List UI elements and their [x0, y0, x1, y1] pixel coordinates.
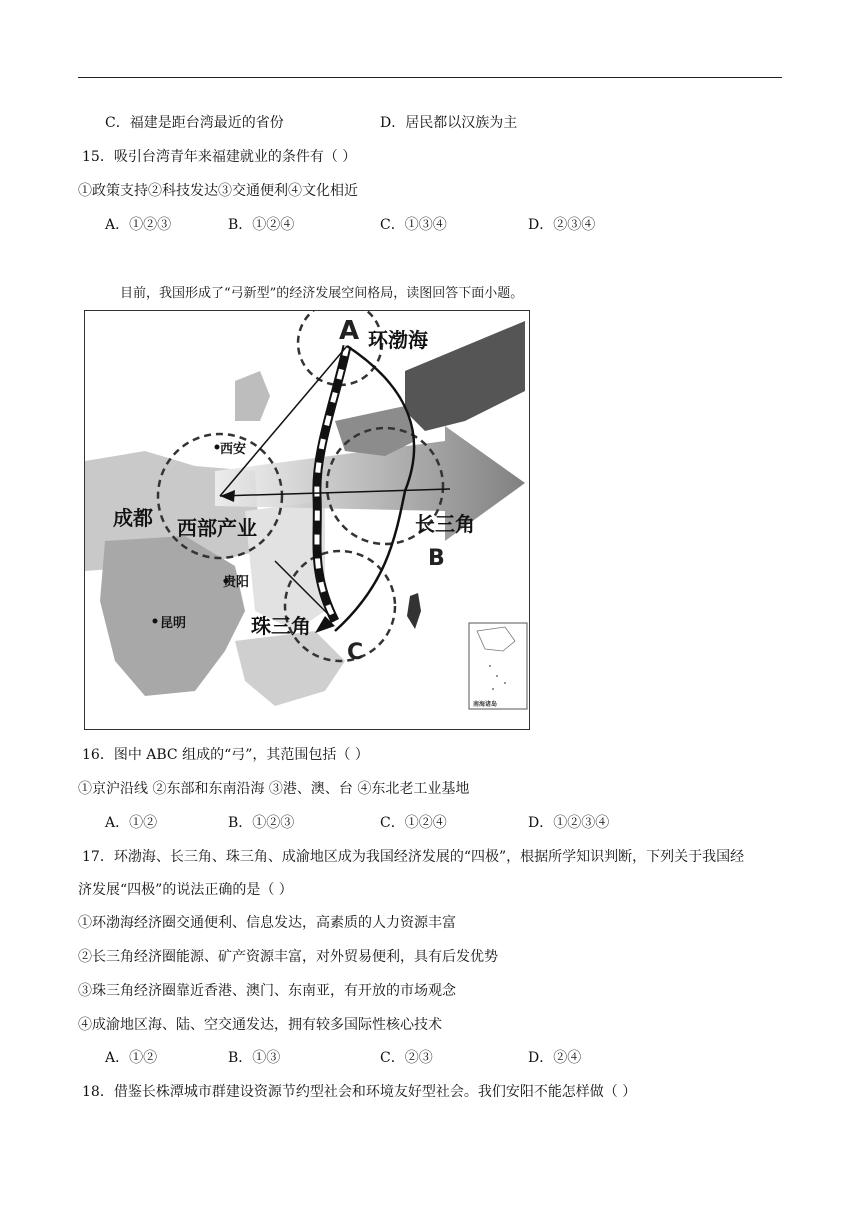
label-bohai: 环渤海: [368, 328, 428, 352]
label-inset: 南海诸岛: [473, 701, 498, 708]
q15-option-a: A．①②③: [105, 217, 172, 233]
q17-option-d: D．②④: [528, 1050, 582, 1066]
q15-stem: 15．吸引台湾青年来福建就业的条件有（ ）: [82, 149, 357, 165]
q16-option-a: A．①②: [105, 815, 158, 831]
q15-items: ①政策支持②科技发达③交通便利④文化相近: [78, 183, 358, 199]
q16-items: ①京沪沿线 ②东部和东南沿海 ③港、澳、台 ④东北老工业基地: [78, 781, 470, 797]
label-xian: 西安: [220, 442, 247, 457]
label-west-industry: 西部产业: [177, 516, 257, 540]
q17-statement-1: ①环渤海经济圈交通便利、信息发达，高素质的人力资源丰富: [78, 915, 456, 931]
q17-stem-line2: 济发展“四极”的说法正确的是（ ）: [78, 882, 293, 898]
q17-statement-2: ②长三角经济圈能源、矿产资源丰富，对外贸易便利，具有后发优势: [78, 949, 498, 965]
label-c: C: [347, 640, 364, 665]
header-rule: [78, 77, 782, 78]
q15-option-b: B．①②④: [228, 217, 295, 233]
label-pearl: 珠三角: [251, 614, 311, 638]
label-b: B: [428, 546, 445, 571]
q16-option-c: C．①②④: [380, 815, 447, 831]
label-yangtze: 长三角: [415, 512, 475, 536]
q17-option-c: C．②③: [380, 1050, 433, 1066]
q14-option-c: C．福建是距台湾最近的省份: [105, 115, 284, 131]
label-a: A: [339, 316, 360, 346]
bow-economic-map: [84, 310, 530, 730]
label-guiyang: 贵阳: [223, 575, 250, 590]
q15-option-d: D．②③④: [528, 217, 596, 233]
label-kunming: 昆明: [160, 616, 187, 631]
q18-stem: 18．借鉴长株潭城市群建设资源节约型社会和环境友好型社会。我们安阳不能怎样做（ ）: [82, 1084, 637, 1100]
q17-option-a: A．①②: [105, 1050, 158, 1066]
q16-stem: 16．图中 ABC 组成的“弓”，其范围包括（ ）: [82, 747, 369, 763]
q17-statement-3: ③珠三角经济圈靠近香港、澳门、东南亚，有开放的市场观念: [78, 983, 456, 999]
q14-option-d: D．居民都以汉族为主: [380, 115, 518, 131]
q17-option-b: B．①③: [228, 1050, 281, 1066]
q16-option-b: B．①②③: [228, 815, 295, 831]
q17-statement-4: ④成渝地区海、陆、空交通发达，拥有较多国际性核心技术: [78, 1017, 442, 1033]
q15-option-c: C．①③④: [380, 217, 447, 233]
label-chengdu: 成都: [113, 506, 153, 530]
q16-option-d: D．①②③④: [528, 815, 610, 831]
section-intro: 目前，我国形成了“弓新型”的经济发展空间格局，读图回答下面小题。: [120, 286, 524, 301]
q17-stem-line1: 17．环渤海、长三角、珠三角、成渝地区成为我国经济发展的“四极”，根据所学知识判断，下列关于我国经: [82, 849, 745, 865]
